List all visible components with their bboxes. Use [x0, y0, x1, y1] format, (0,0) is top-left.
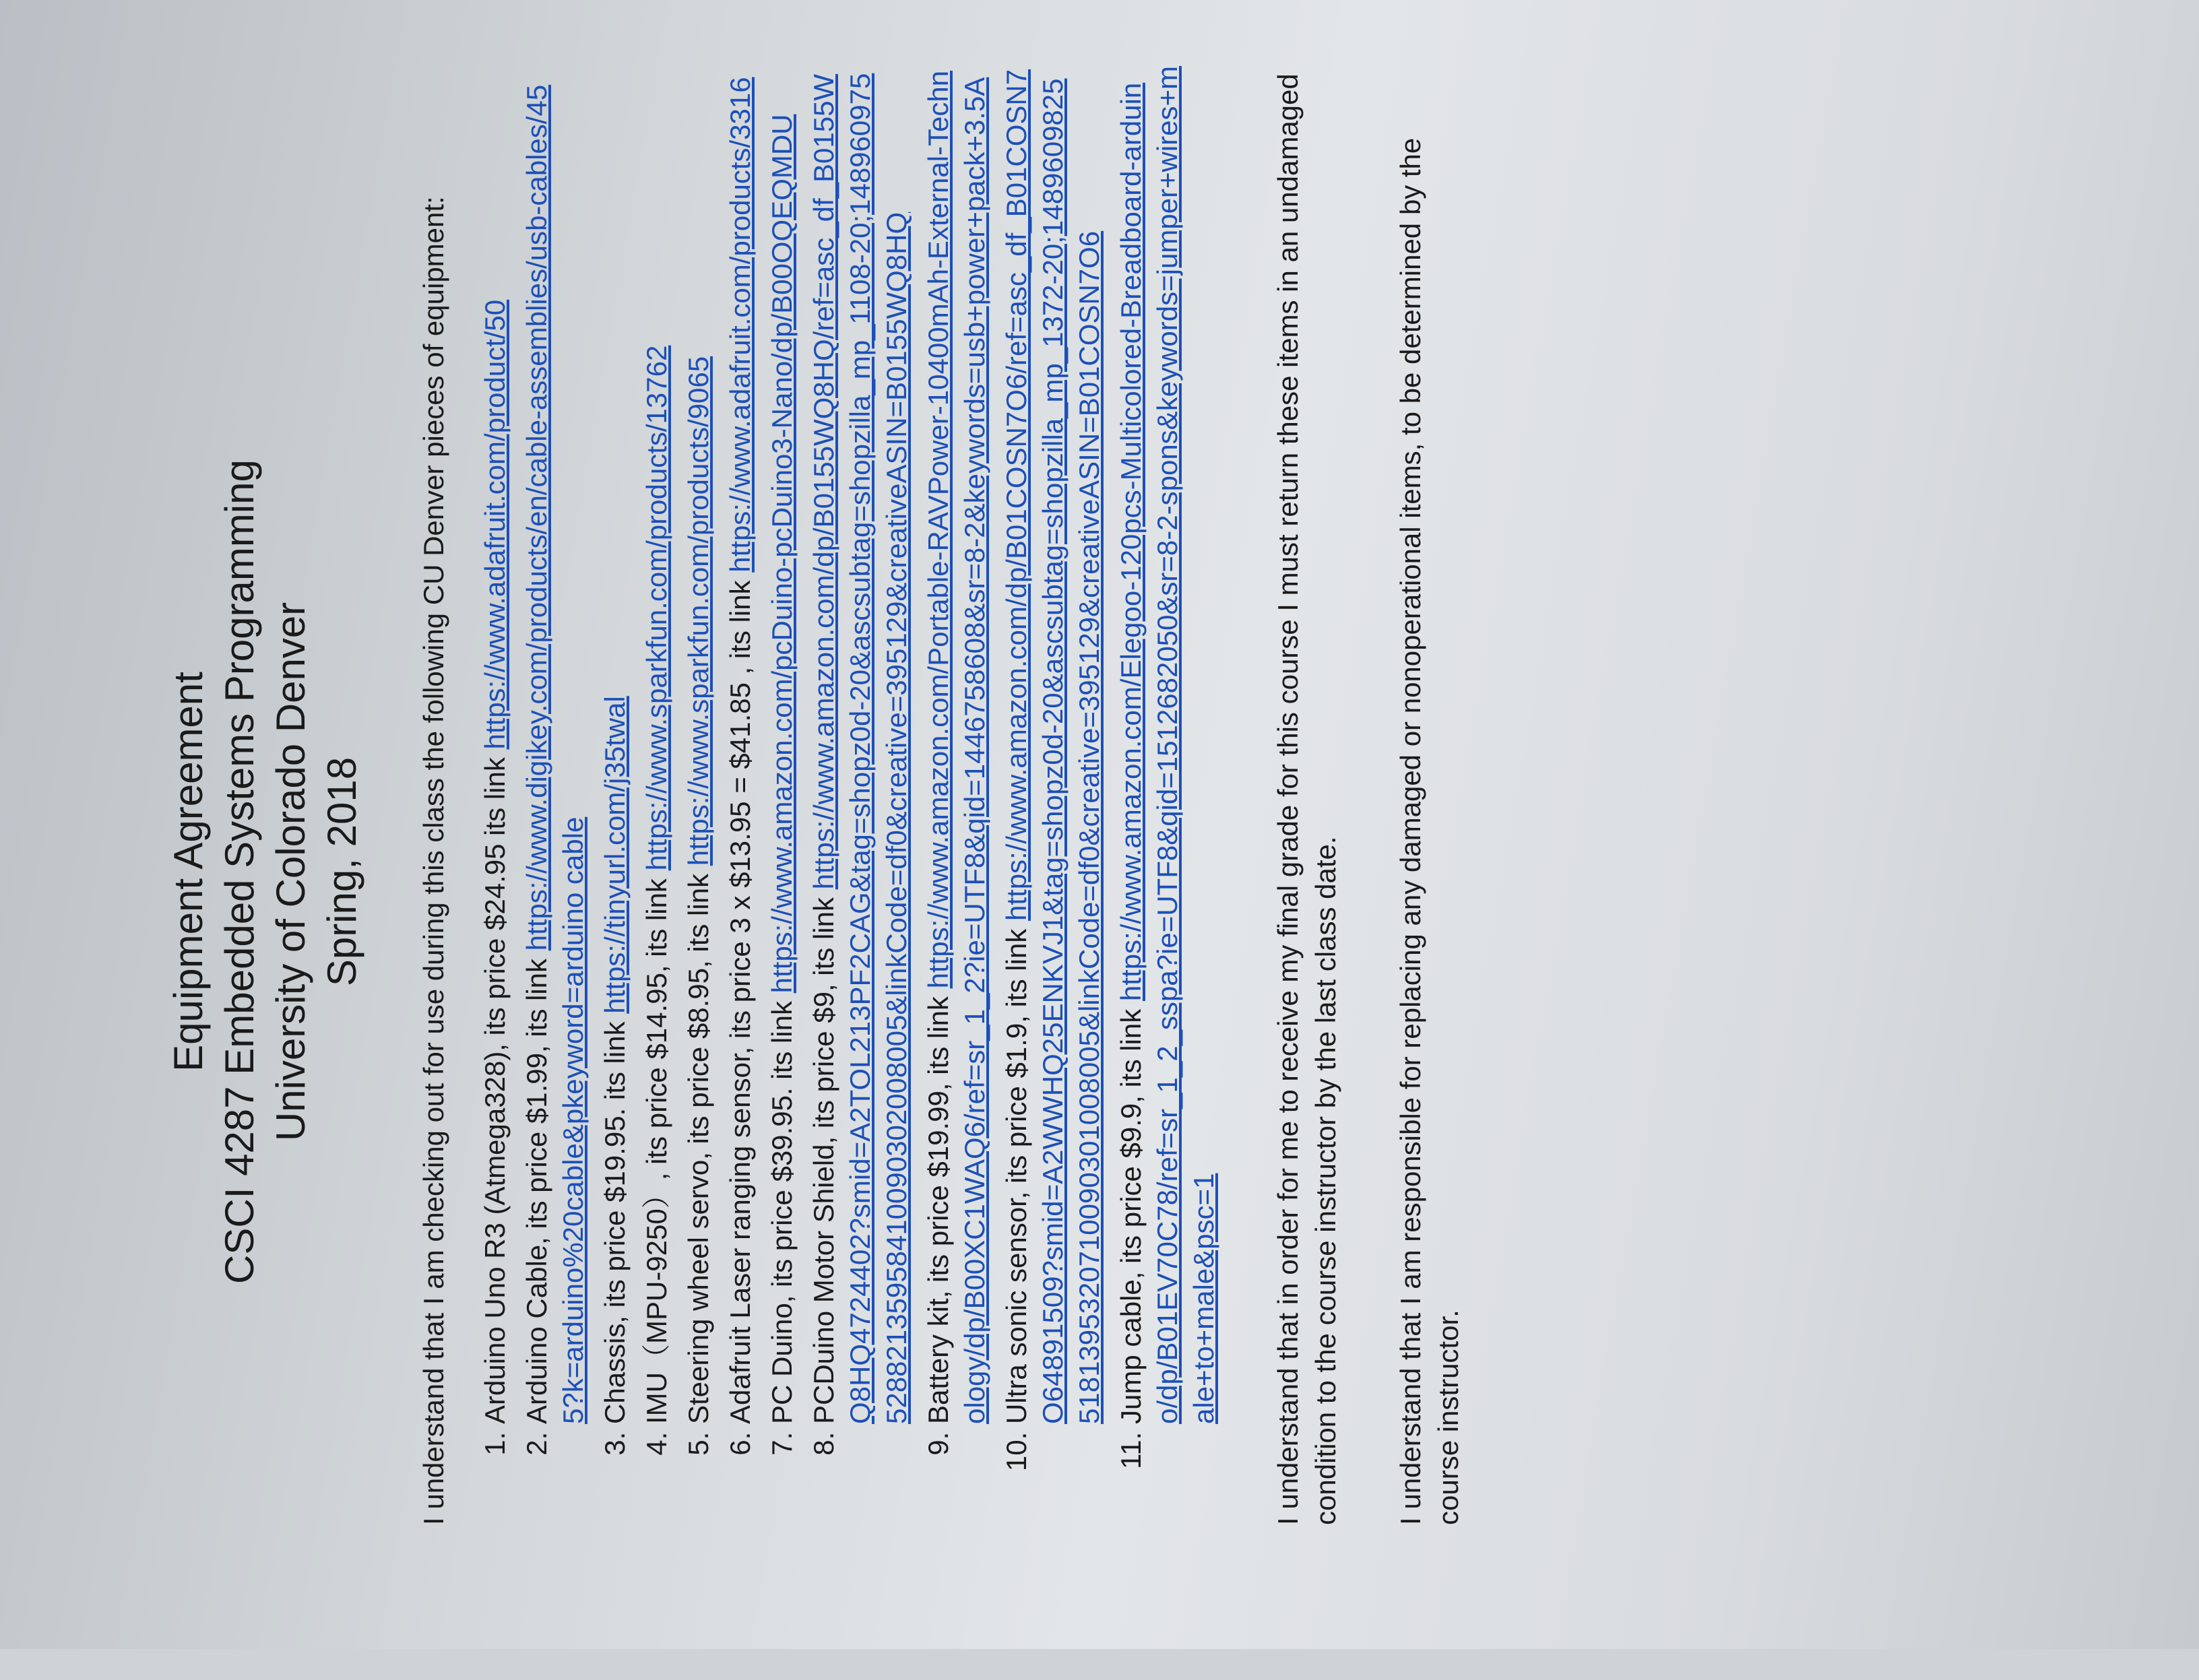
list-item: 1. Arduino Uno R3 (Atmega328), its price $24.95 its link https://www.adafruit.com/product/50 [477, 63, 513, 1424]
product-link[interactable]: https://www.sparkfun.com/products/9065 [682, 356, 714, 866]
product-link[interactable]: https://www.amazon.com/Portable-RAVPower-10400mAh-External-Technology/dp/B00XC1WAQ6/ref=sr_1_2?ie=UTF8&qid=1446758608&sr=8-2&keywords=usb+power+pack+3.5A [922, 70, 990, 1424]
document-title: Equipment Agreement [166, 672, 211, 1072]
list-item: 11. Jump cable, its price $9.9, its link https://www.amazon.com/Elegoo-120pcs-Multicolored-Breadboard-arduino/dp/B01EV70C78/ref=sr_1_2_sspa?ie=UTF8&qid=1512682050&sr=8-2-spons&keywords=jumper+wires+male+to+male&psc=1 [1113, 63, 1222, 1424]
product-link[interactable]: https://www.sparkfun.com/products/13762 [641, 345, 672, 871]
list-item: 6. Adafruit Laser ranging sensor, its price 3 x $13.95 = $41.85 , its link https://www.adafruit.com/products/3316 [722, 63, 759, 1424]
product-link[interactable]: https://www.amazon.com/dp/B01COSN7O6/ref=asc_df_B01COSN7O64891509?smid=A2WWHQ25ENKVJ1&tag=shopz0d-20&ascsubtag=shopzilla_mp_1372-20;14896098255181395320710090301008005&linkCode=df0&creative=395129&creativeASIN=B01COSN7O6 [1000, 69, 1105, 1424]
document-header [163, 63, 368, 1680]
product-link[interactable]: https://www.amazon.com/dp/B0155WQ8HQ/ref=asc_df_B0155WQ8HQ4724402?smid=A2TOL213PF2CAG&tag=shopz0d-20&ascsubtag=shopzilla_mp_1108-20;14896097552882135958410090302008005&linkCode=df0&creative=395129&creativeASIN=B0155WQ8HQ [808, 73, 912, 1424]
product-link[interactable]: https://www.adafruit.com/product/50 [479, 299, 511, 750]
intro-paragraph: I understand that I am checking out for use during this class the following CU Denver pieces of equipment: [418, 196, 449, 1525]
list-item: 2. Arduino Cable, its price $1.99, its link https://www.digikey.com/products/en/cable-assemblies/usb-cables/455?k=arduino%20cable&pkeyword=arduino cable [519, 63, 592, 1424]
term: Spring, 2018 [319, 756, 364, 987]
equipment-list [477, 63, 1222, 1525]
list-item: 8. PCDuino Motor Shield, its price $9, its link https://www.amazon.com/dp/B0155WQ8HQ/ref=asc_df_B0155WQ8HQ4724402?smid=A2TOL213PF2CAG&tag=shopz0d-20&ascsubtag=shopzilla_mp_1108-20;14896097552882135958410090302008005&linkCode=df0&creative=395129&creativeASIN=B0155WQ8HQ [806, 63, 915, 1424]
closing-statements [1269, 63, 1467, 1525]
product-link[interactable]: https://tinyurl.com/j35twal [599, 696, 631, 1014]
list-item: 9. Battery kit, its price $19.99, its link https://www.amazon.com/Portable-RAVPower-10400mAh-External-Technology/dp/B00XC1WAQ6/ref=sr_1_2?ie=UTF8&qid=1446758608&sr=8-2&keywords=usb+power+pack+3.5A [920, 63, 993, 1424]
course-name: CSCI 4287 Embedded Systems Programming [217, 459, 262, 1284]
return-statement: I understand that in order for me to receive my final grade for this course I must return these items in an undamaged condition to the course instructor by the last class date. [1272, 73, 1341, 1525]
list-item: 7. PC Duino, its price $39.95. its link https://www.amazon.com/pcDuino-pcDuino3-Nano/dp/B00OQEQMDU [764, 63, 800, 1424]
list-item: 4. IMU（MPU-9250）, its price $14.95, its link https://www.sparkfun.com/products/13762 [639, 63, 675, 1424]
list-item: 5. Steering wheel servo, its price $8.95, its link https://www.sparkfun.com/products/9065 [680, 63, 717, 1424]
product-link[interactable]: https://www.amazon.com/pcDuino-pcDuino3-Nano/dp/B00OQEQMDU [766, 114, 798, 994]
product-link[interactable]: https://www.adafruit.com/products/3316 [724, 77, 756, 573]
responsibility-statement: I understand that I am responsible for replacing any damaged or nonoperational items, to be determined by the course instructor. [1395, 137, 1464, 1525]
product-link[interactable]: https://www.digikey.com/products/en/cable-assemblies/usb-cables/455?k=arduino%20cable&pkeyword=arduino cable [521, 84, 589, 1424]
university-name: University of Colorado Denver [268, 602, 313, 1142]
product-link[interactable]: https://www.amazon.com/Elegoo-120pcs-Multicolored-Breadboard-arduino/dp/B01EV70C78/ref=sr_1_2_sspa?ie=UTF8&qid=1512682050&sr=8-2-spons&keywords=jumper+wires+male+to+male&psc=1 [1115, 65, 1219, 1424]
list-item: 10. Ultra sonic sensor, its price $1.9, its link https://www.amazon.com/dp/B01COSN7O6/ref=asc_df_B01COSN7O64891509?smid=A2WWHQ25ENKVJ1&tag=shopz0d-20&ascsubtag=shopzilla_mp_1372-20;14896098255181395320710090301008005&linkCode=df0&creative=395129&creativeASIN=B01COSN7O6 [998, 63, 1108, 1424]
document-page [136, 16, 2063, 1633]
list-item: 3. Chassis, its price $19.95. its link https://tinyurl.com/j35twal [597, 63, 633, 1424]
